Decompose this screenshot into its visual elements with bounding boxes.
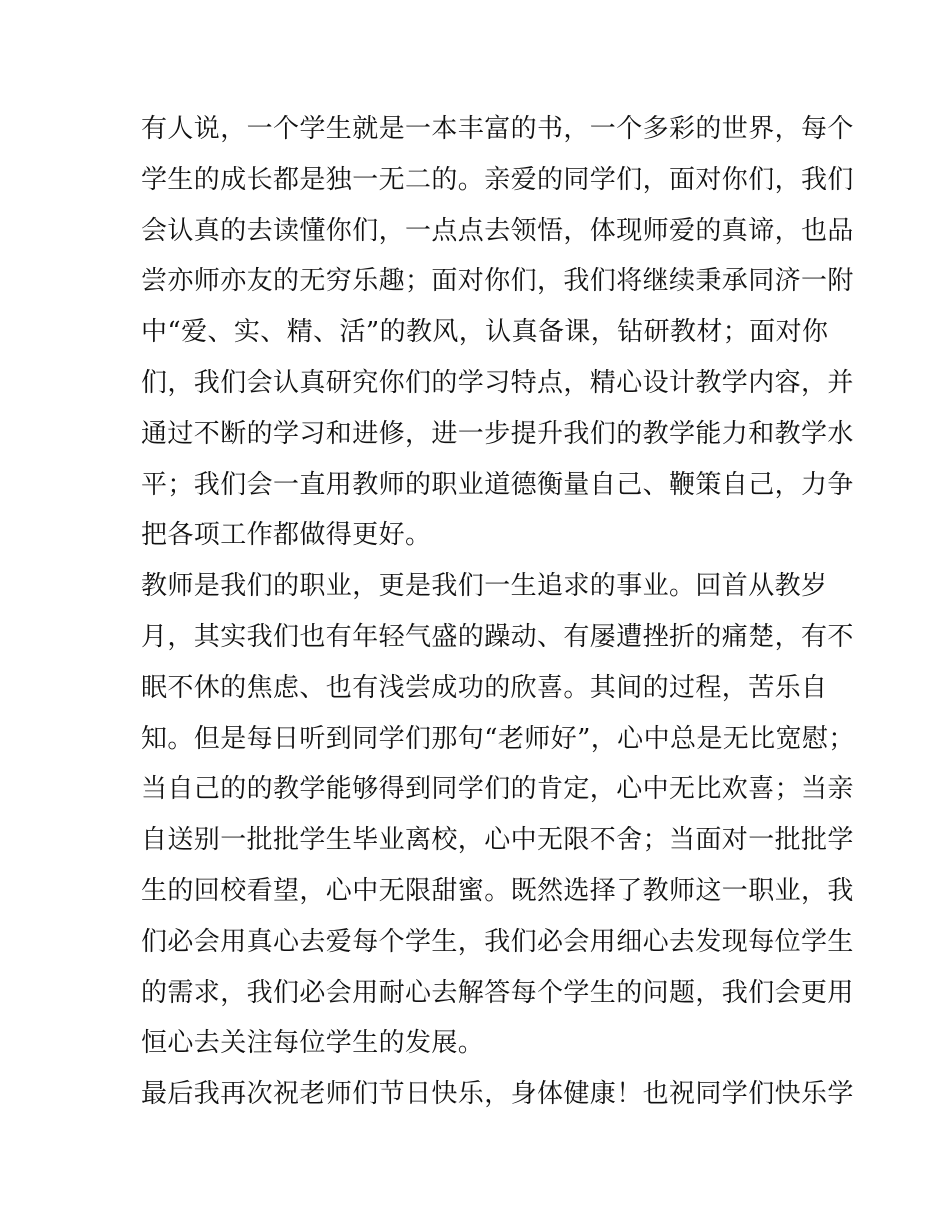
paragraph-1	[141, 104, 854, 561]
text-line: 会认真的去读懂你们，一点点去领悟，体现师爱的真谛，也品	[141, 215, 854, 246]
text-line: 学生的成长都是独一无二的。亲爱的同学们，面对你们，我们	[141, 164, 854, 195]
text-line: 最后我再次祝老师们节日快乐，身体健康！也祝同学们快乐学	[141, 1079, 854, 1110]
text-line: 恒心去关注每位学生的发展。	[141, 1028, 485, 1059]
text-line: 尝亦师亦友的无穷乐趣；面对你们，我们将继续秉承同济一附	[141, 266, 854, 297]
text-line: 知。但是每日听到同学们那句“老师好”，心中总是无比宽慰；	[141, 723, 855, 754]
text-line: 月，其实我们也有年轻气盛的躁动、有屡遭挫折的痛楚，有不	[141, 621, 854, 652]
text-line: 自送别一批批学生毕业离校，心中无限不舍；当面对一批批学	[141, 825, 854, 856]
text-line: 眠不休的焦虑、也有浅尝成功的欣喜。其间的过程，苦乐自	[141, 672, 828, 703]
text-line: 们，我们会认真研究你们的学习特点，精心设计教学内容，并	[141, 367, 854, 398]
text-line: 的需求，我们必会用耐心去解答每个学生的问题，我们会更用	[141, 977, 854, 1008]
text-line: 有人说，一个学生就是一本丰富的书，一个多彩的世界，每个	[141, 114, 854, 144]
text-line: 们必会用真心去爱每个学生，我们必会用细心去发现每位学生	[141, 926, 854, 957]
text-line: 中“爱、实、精、活”的教风，认真备课，钻研教材；面对你	[141, 317, 829, 348]
document-body	[141, 104, 855, 1120]
text-line: 平；我们会一直用教师的职业道德衡量自己、鞭策自己，力争	[141, 469, 854, 500]
text-line: 生的回校看望，心中无限甜蜜。既然选择了教师这一职业，我	[141, 875, 854, 906]
text-line: 通过不断的学习和进修，进一步提升我们的教学能力和教学水	[141, 418, 854, 449]
text-line: 把各项工作都做得更好。	[141, 520, 432, 551]
text-line: 教师是我们的职业，更是我们一生追求的事业。回首从教岁	[141, 571, 828, 602]
text-line: 当自己的的教学能够得到同学们的肯定，心中无比欢喜；当亲	[141, 774, 854, 805]
paragraph-3	[141, 1069, 854, 1120]
paragraph-2	[141, 561, 855, 1069]
